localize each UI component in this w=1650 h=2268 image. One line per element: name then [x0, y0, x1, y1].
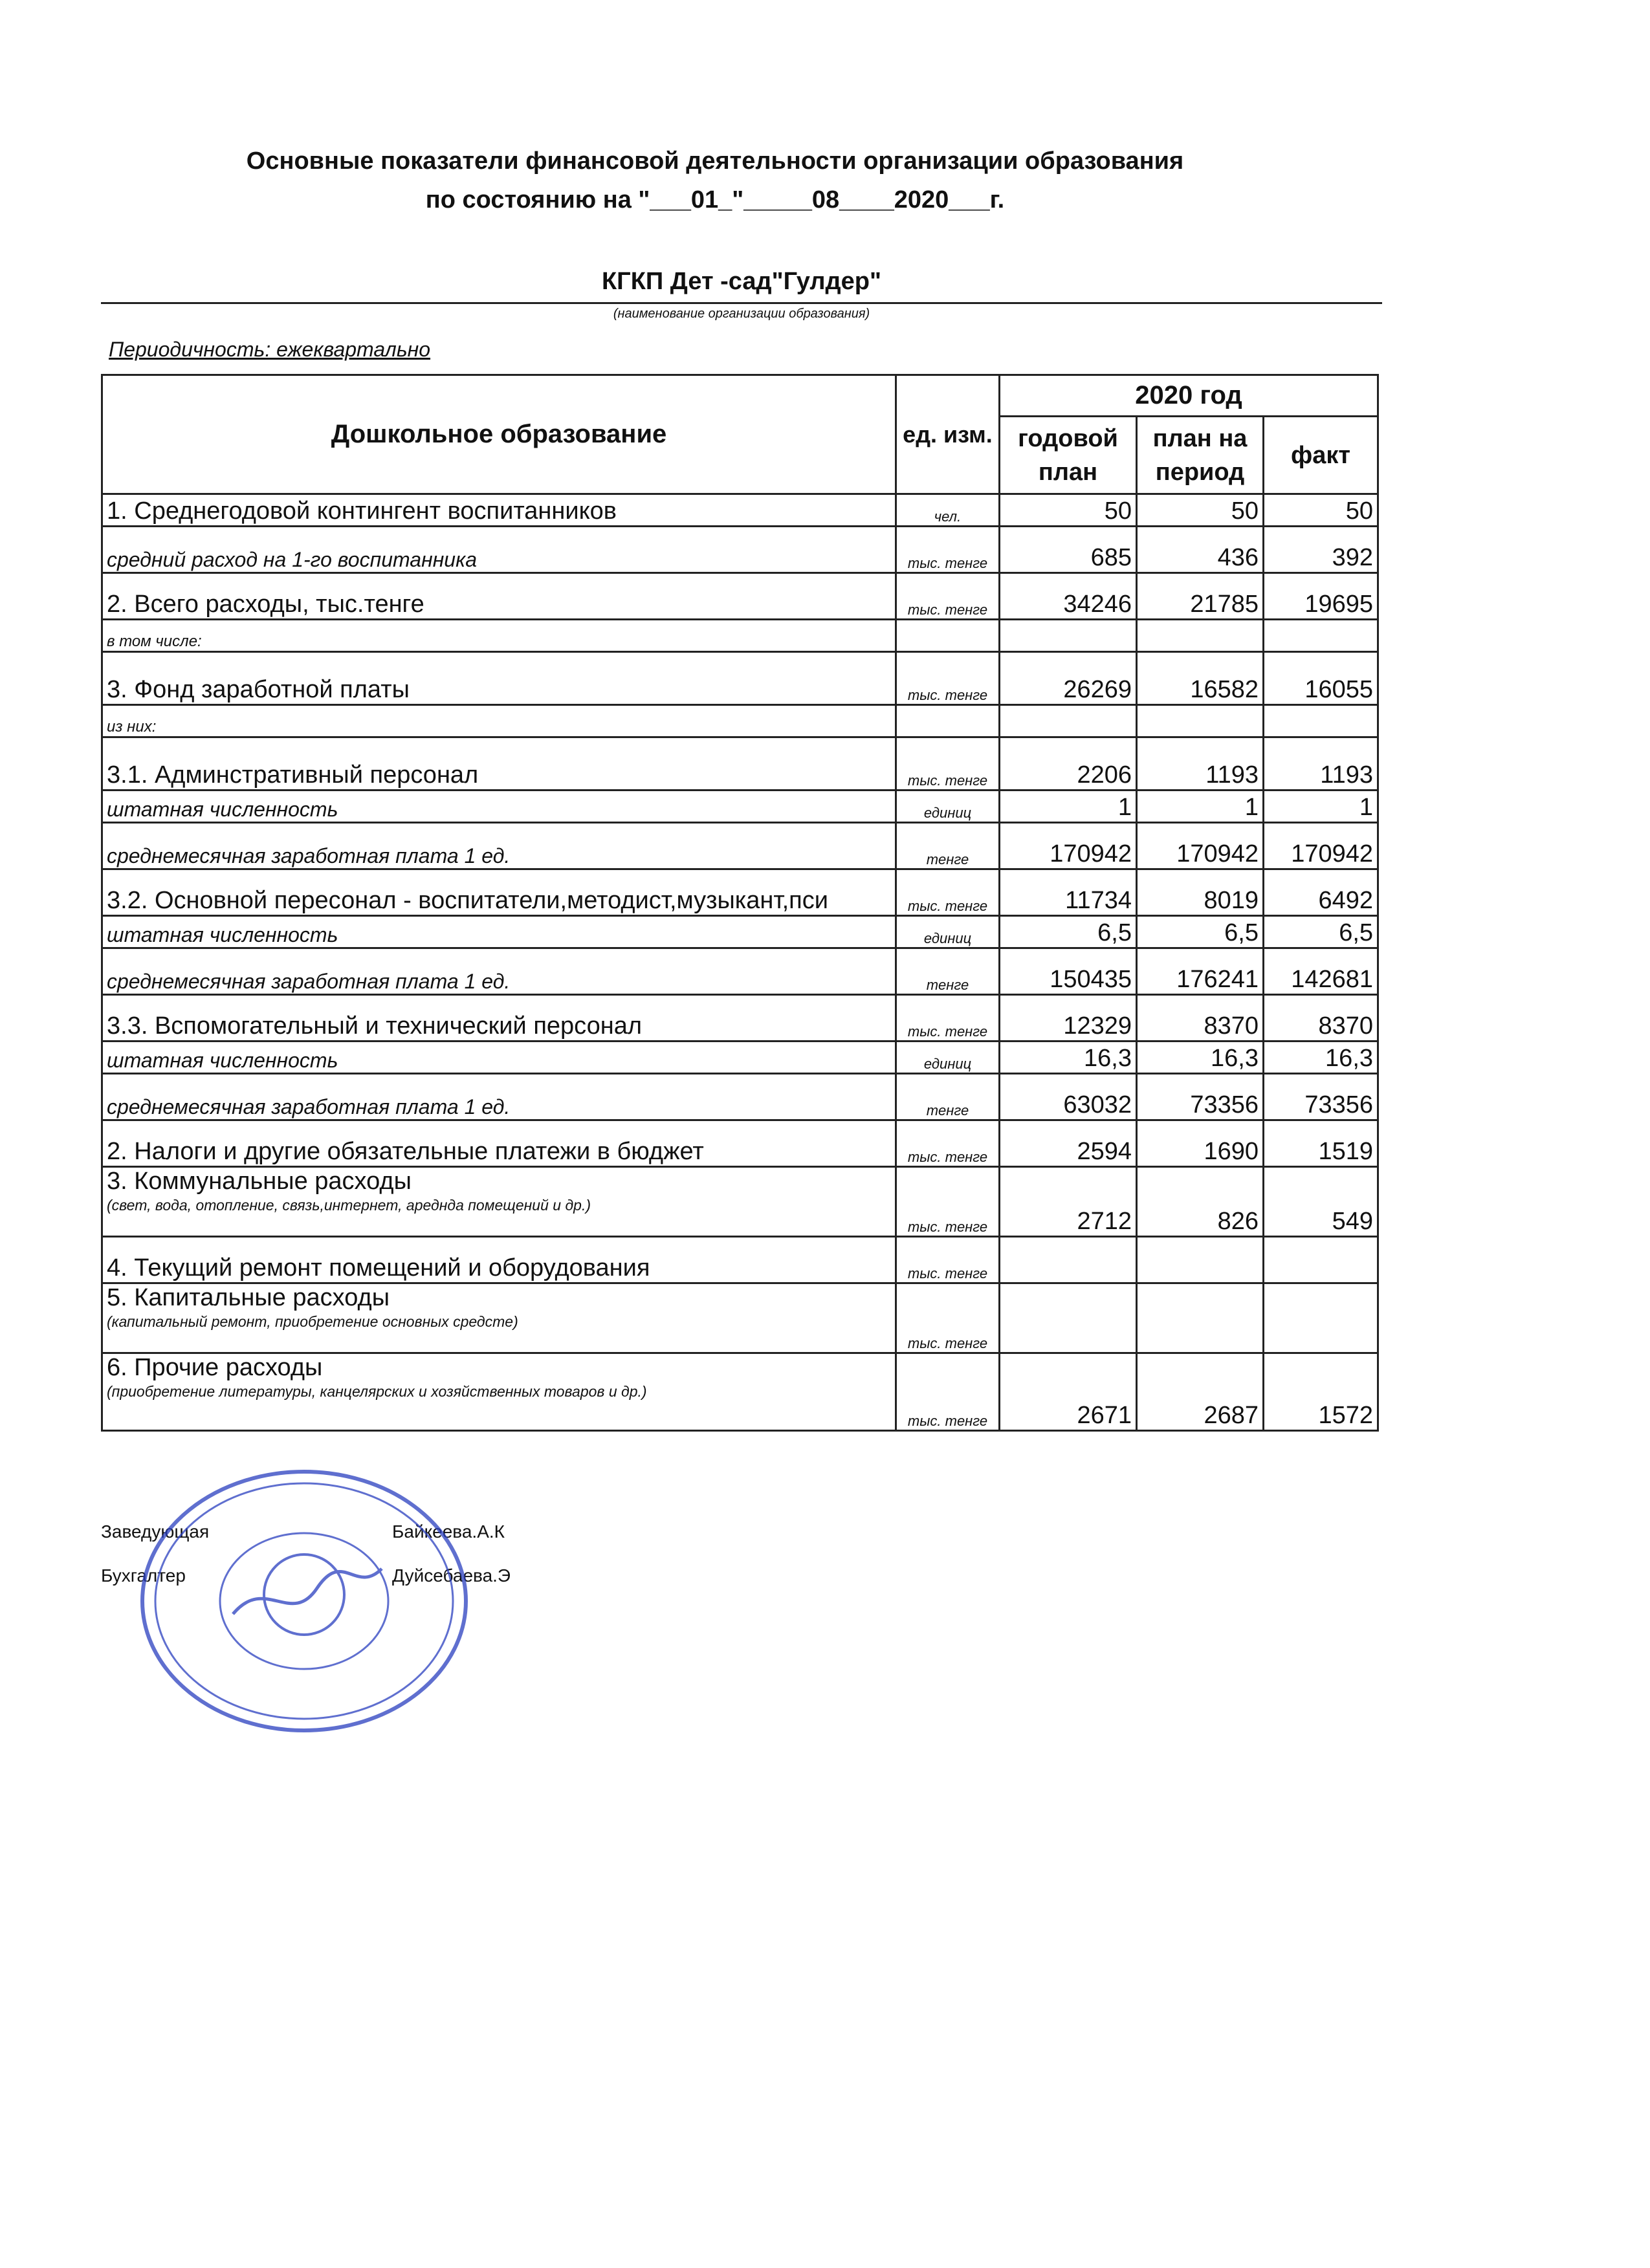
row-label: [102, 916, 896, 948]
header-annual-plan: годовой план: [1000, 417, 1137, 494]
row-label: [102, 1041, 896, 1074]
row-value-period: 826: [1137, 1167, 1264, 1237]
table-row: [102, 1353, 1378, 1431]
table-row: [102, 737, 1378, 791]
row-value-annual: 6,5: [1000, 916, 1137, 948]
row-value-fact: [1264, 620, 1378, 652]
table-row: [102, 823, 1378, 869]
table-row: [102, 1120, 1378, 1167]
row-value-period: 1: [1137, 791, 1264, 823]
row-value-annual: [1000, 620, 1137, 652]
row-label-text: штатная численность: [107, 798, 338, 821]
row-unit: единиц: [896, 791, 1000, 823]
row-value-fact: 1193: [1264, 737, 1378, 791]
table-row: [102, 1074, 1378, 1120]
row-unit: тыс. тенге: [896, 737, 1000, 791]
signature-accountant-title: Бухгалтер: [101, 1565, 186, 1586]
table-row: [102, 652, 1378, 705]
header-fact: факт: [1264, 417, 1378, 494]
row-value-period: [1137, 1237, 1264, 1283]
row-label-text: среднемесячная заработная плата 1 ед.: [107, 844, 511, 867]
row-value-period: [1137, 1283, 1264, 1353]
row-value-period: 16,3: [1137, 1041, 1264, 1074]
row-label-text: 1. Среднегодовой контингент воспитанников: [107, 497, 617, 525]
row-label: [102, 494, 896, 527]
stamp-emblem: [264, 1554, 344, 1635]
periodicity-label: Периодичность: ежеквартально: [109, 338, 431, 361]
row-value-period: 2687: [1137, 1353, 1264, 1431]
row-unit: [896, 620, 1000, 652]
row-value-annual: 16,3: [1000, 1041, 1137, 1074]
row-label: [102, 823, 896, 869]
organization-underline: [101, 302, 1382, 304]
row-value-fact: 142681: [1264, 948, 1378, 995]
row-value-annual: 2671: [1000, 1353, 1137, 1431]
row-value-period: 21785: [1137, 573, 1264, 620]
row-label-text: штатная численность: [107, 1049, 338, 1072]
header-section: Дошкольное образование: [102, 375, 896, 494]
row-value-period: 1690: [1137, 1120, 1264, 1167]
row-label-text: 4. Текущий ремонт помещений и оборудования: [107, 1254, 650, 1281]
row-label-text: 2. Всего расходы, тыс.тенге: [107, 591, 424, 618]
row-label: [102, 1353, 896, 1431]
row-value-fact: 50: [1264, 494, 1378, 527]
row-unit: тыс. тенге: [896, 869, 1000, 916]
signature-head-title: Заведующая: [101, 1521, 210, 1542]
table-row: [102, 705, 1378, 737]
row-value-fact: 1519: [1264, 1120, 1378, 1167]
row-unit: тыс. тенге: [896, 1120, 1000, 1167]
row-value-fact: 170942: [1264, 823, 1378, 869]
row-unit: тыс. тенге: [896, 527, 1000, 573]
row-unit: тенге: [896, 1074, 1000, 1120]
row-value-period: 6,5: [1137, 916, 1264, 948]
row-unit: единиц: [896, 1041, 1000, 1074]
row-unit: тыс. тенге: [896, 1167, 1000, 1237]
signature-accountant-name: Дуйсебаева.Э: [392, 1565, 511, 1586]
row-label-text: 3.3. Вспомогательный и технический персонал: [107, 1012, 643, 1040]
row-label: [102, 652, 896, 705]
row-value-annual: 2594: [1000, 1120, 1137, 1167]
row-label: [102, 1120, 896, 1167]
row-label: [102, 737, 896, 791]
row-label: [102, 1237, 896, 1283]
row-label: [102, 869, 896, 916]
row-value-period: 8019: [1137, 869, 1264, 916]
row-value-fact: 16,3: [1264, 1041, 1378, 1074]
row-value-period: [1137, 705, 1264, 737]
row-value-period: 176241: [1137, 948, 1264, 995]
row-value-annual: 2206: [1000, 737, 1137, 791]
table-row: [102, 1237, 1378, 1283]
row-label-text: штатная численность: [107, 923, 338, 946]
row-unit: тыс. тенге: [896, 1237, 1000, 1283]
row-unit: тыс. тенге: [896, 652, 1000, 705]
table-row: [102, 527, 1378, 573]
table-row: [102, 620, 1378, 652]
row-value-period: 50: [1137, 494, 1264, 527]
row-value-fact: 549: [1264, 1167, 1378, 1237]
row-label: [102, 620, 896, 652]
row-label-text: средний расход на 1-го воспитанника: [107, 548, 477, 571]
row-value-annual: 2712: [1000, 1167, 1137, 1237]
organization-name: КГКП Дет -сад"Гулдер": [601, 268, 881, 295]
row-value-annual: [1000, 1283, 1137, 1353]
row-value-fact: 19695: [1264, 573, 1378, 620]
official-stamp: [136, 1465, 472, 1737]
table-row: [102, 1283, 1378, 1353]
row-value-fact: 73356: [1264, 1074, 1378, 1120]
row-value-annual: 34246: [1000, 573, 1137, 620]
row-unit: единиц: [896, 916, 1000, 948]
row-value-fact: 1572: [1264, 1353, 1378, 1431]
row-value-fact: 1: [1264, 791, 1378, 823]
row-label-text: среднемесячная заработная плата 1 ед.: [107, 1095, 511, 1118]
row-label: [102, 573, 896, 620]
row-value-period: 170942: [1137, 823, 1264, 869]
stamp-signature-scribble: [233, 1569, 382, 1614]
row-value-annual: [1000, 705, 1137, 737]
row-value-annual: 50: [1000, 494, 1137, 527]
organization-caption: (наименование организации образования): [613, 307, 870, 321]
row-value-period: 16582: [1137, 652, 1264, 705]
row-value-fact: 16055: [1264, 652, 1378, 705]
row-value-fact: 6492: [1264, 869, 1378, 916]
row-label: [102, 1283, 896, 1353]
row-label-note: (свет, вода, отопление, связь,интернет, аредндa помещений и др.): [107, 1197, 591, 1214]
row-unit: тыс. тенге: [896, 995, 1000, 1041]
row-value-period: 436: [1137, 527, 1264, 573]
row-value-fact: 8370: [1264, 995, 1378, 1041]
row-value-annual: 150435: [1000, 948, 1137, 995]
row-label: [102, 1167, 896, 1237]
table-row: [102, 995, 1378, 1041]
row-label-text: 2. Налоги и другие обязательные платежи в бюджет: [107, 1138, 704, 1165]
row-value-period: [1137, 620, 1264, 652]
table-row: [102, 791, 1378, 823]
row-label-note: (приобретение литературы, канцелярских и хозяйственных товаров и др.): [107, 1383, 647, 1400]
row-value-fact: [1264, 1237, 1378, 1283]
row-value-period: 73356: [1137, 1074, 1264, 1120]
row-value-annual: [1000, 1237, 1137, 1283]
header-unit: ед. изм.: [896, 375, 1000, 494]
row-label: [102, 705, 896, 737]
row-value-fact: 6,5: [1264, 916, 1378, 948]
row-label-text: среднемесячная заработная плата 1 ед.: [107, 970, 511, 993]
table-row: [102, 1167, 1378, 1237]
row-value-fact: [1264, 1283, 1378, 1353]
row-value-annual: 26269: [1000, 652, 1137, 705]
header-period-plan: план на период: [1137, 417, 1264, 494]
row-value-annual: 1: [1000, 791, 1137, 823]
signature-head-name: Байкеева.А.К: [392, 1521, 505, 1542]
row-label-text: 3. Коммунальные расходы: [107, 1168, 412, 1195]
row-label-text: 3.2. Основной пересонал - воспитатели,методист,музыкант,пси: [107, 887, 828, 914]
row-unit: тыс. тенге: [896, 1353, 1000, 1431]
row-unit: чел.: [896, 494, 1000, 527]
table-row: [102, 948, 1378, 995]
row-label: [102, 1074, 896, 1120]
row-value-annual: 63032: [1000, 1074, 1137, 1120]
row-label: [102, 527, 896, 573]
row-label: [102, 948, 896, 995]
financial-table: [101, 374, 1379, 1432]
row-unit: тенге: [896, 823, 1000, 869]
row-label-text: из них:: [107, 718, 157, 736]
row-value-fact: [1264, 705, 1378, 737]
table-row: [102, 573, 1378, 620]
row-unit: тыс. тенге: [896, 1283, 1000, 1353]
row-label-text: 5. Капитальные расходы: [107, 1284, 390, 1311]
row-label-text: в том числе:: [107, 633, 202, 650]
row-label-text: 3. Фонд заработной платы: [107, 676, 410, 703]
row-label: [102, 995, 896, 1041]
row-label-text: 6. Прочие расходы: [107, 1354, 323, 1381]
table-row: [102, 1041, 1378, 1074]
row-label-note: (капитальный ремонт, приобретение основных средсте): [107, 1313, 518, 1330]
row-value-period: 1193: [1137, 737, 1264, 791]
row-value-period: 8370: [1137, 995, 1264, 1041]
row-value-annual: 12329: [1000, 995, 1137, 1041]
row-value-annual: 11734: [1000, 869, 1137, 916]
header-year: 2020 год: [1000, 375, 1378, 417]
row-value-annual: 685: [1000, 527, 1137, 573]
row-value-annual: 170942: [1000, 823, 1137, 869]
table-row: [102, 869, 1378, 916]
table-row: [102, 494, 1378, 527]
row-unit: тыс. тенге: [896, 573, 1000, 620]
row-unit: [896, 705, 1000, 737]
table-row: [102, 916, 1378, 948]
row-label: [102, 791, 896, 823]
row-value-fact: 392: [1264, 527, 1378, 573]
row-unit: тенге: [896, 948, 1000, 995]
document-title-line1: Основные показатели финансовой деятельности организации образования: [246, 147, 1184, 175]
document-title-line2: по состоянию на "___01_"_____08____2020___г.: [425, 186, 1005, 213]
row-label-text: 3.1. Админстративный персонал: [107, 761, 479, 789]
